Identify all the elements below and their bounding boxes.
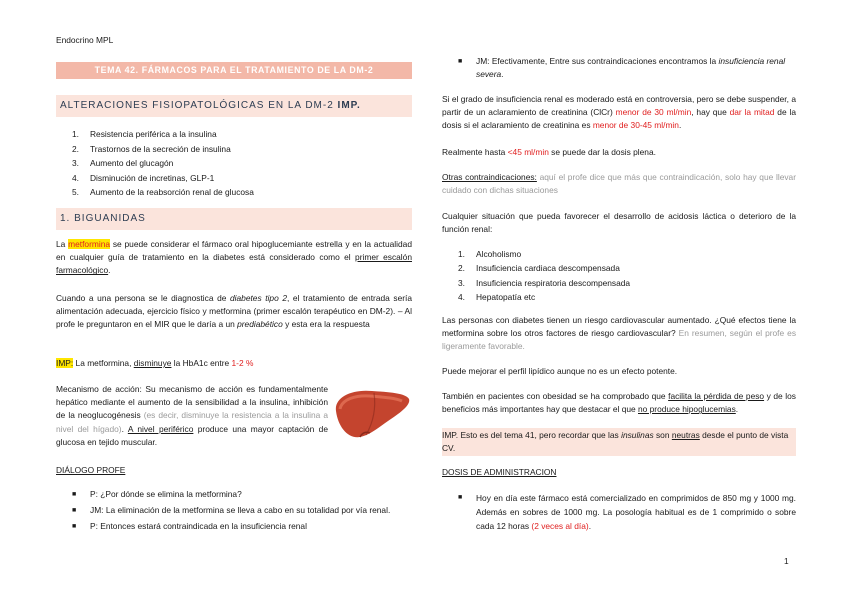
obesidad-paragraph: También en pacientes con obesidad se ha comprobado que facilita la pérdida de peso y de los beneficios más importantes hay que destacar el que no produce hipoglucemias. [442,391,796,415]
metformina-highlight: metformina [68,239,111,249]
topic-title-bar: TEMA 42. FÁRMACOS PARA EL TRATAMIENTO DE LA DM-2 [56,62,412,79]
list-item: 2. Trastornos de la secreción de insulina [72,143,231,154]
list-item: 1. Alcoholismo [458,249,522,259]
perfil-lipidico-paragraph: Puede mejorar el perfil lipídico aunque no es un efecto potente. [442,366,678,376]
list-item: 1. Resistencia periférica a la insulina [72,129,217,139]
dialogo-heading: DIÁLOGO PROFE [56,465,126,475]
imp-insulinas-box: IMP. Esto es del tema 41, pero recordar que las insulinas son neutras desde el punto de vista CV. [442,428,796,456]
liver-icon [330,383,412,443]
jm-contraindicaciones [458,55,796,81]
metformina-intro-paragraph: La metformina se puede considerar el fármaco oral hipoglucemiante estrella y en la actualidad en cualquier guía de tratamiento en la diabetes está considerado como el primer escalón farmacológico. [56,239,412,276]
biguanidas-heading: 1. BIGUANIDAS [56,208,412,230]
alteraciones-heading [56,95,412,117]
list-item: ■ P: ¿Por dónde se elimina la metformina? [72,489,242,499]
alteraciones-heading-text: ALTERACIONES FISIOPATOLÓGICAS EN LA DM-2 [60,100,338,111]
alteraciones-heading-imp: IMP. [337,100,361,111]
dialogo-list [72,488,410,533]
insuficiencia-paragraph: Si el grado de insuficiencia renal es moderado está en controversia, pero se debe suspender, a partir de un aclaramiento de creatinina (ClCr) menor de 30 ml/min, hay que dar la mitad de la dosis si el aclaramiento de creatinina es menor de 30-45 ml/min. [442,94,796,131]
imp-hba1c-paragraph: IMP: La metformina, disminuye la HbA1c entre 1-2 % [56,358,254,368]
mecanismo-paragraph: Mecanismo de acción: Su mecanismo de acción es fundamentalmente hepático mediante el aumento de la sensibilidad a la insulina, inhibición de la neoglucogénesis (es decir, disminuye la resistencia a la insulina a nivel del hígado). A nivel periférico produce una mayor captación de glucosa en tejido muscular. [56,384,328,447]
list-item: 5. Aumento de la reabsorción renal de glucosa [72,187,254,197]
list-item: 2. Insuficiencia cardiaca descompensada [458,263,620,274]
list-item: ■ Hoy en día este fármaco está comercializado en comprimidos de 850 mg y 1000 mg. Además en sobres de 1000 mg. La posología habitual es de 1 comprimido o sobre cada 12 horas (2 veces al día). [458,493,796,531]
acidosis-list [458,247,788,304]
riesgo-cv-paragraph: Las personas con diabetes tienen un riesgo cardiovascular aumentado. ¿Qué efectos tiene la metformina sobre los otros factores de riesgo cardiovascular? En resumen, según el profe es ligeramente favorable. [442,315,797,352]
dosis-heading: DOSIS DE ADMINISTRACION [442,467,557,477]
acidosis-paragraph: Cualquier situación que pueda favorecer el desarrollo de acidosis láctica o deterioro de la función renal: [442,211,796,235]
dosis-list [458,491,796,533]
imp-label: IMP: [56,358,74,368]
list-item: ■ JM: La eliminación de la metformina se lleva a cabo en su totalidad por vía renal. [72,505,391,515]
document-header: Endocrino MPL [56,35,114,45]
list-item: 4. Disminución de incretinas, GLP-1 [72,172,215,183]
list-item: ■ P: Entonces estará contraindicada en la insuficiencia renal [72,521,307,531]
list-item: 4. Hepatopatía etc [458,291,536,302]
list-item: 3. Aumento del glucagón [72,158,174,168]
diagnosis-paragraph: Cuando a una persona se le diagnostica de diabetes tipo 2, el tratamiento de entrada sería alimentación adecuada, ejercicio físico y metformina (primer escalón terapéutico en DM-2). – Al profe le preguntaron en el MIR que le daría a un prediabético y esta era la respuesta [56,293,412,330]
page-number: 1 [784,556,789,566]
dosis-plena-paragraph: Realmente hasta <45 ml/min se puede dar la dosis plena. [442,147,656,157]
alteraciones-list [72,127,402,200]
list-item: 3. Insuficiencia respiratoria descompensada [458,277,631,288]
otras-contraindicaciones-paragraph: Otras contraindicaciones: aquí el profe dice que más que contraindicación, solo hay que llevar cuidado con dichas situaciones [442,172,796,196]
list-item: ■ JM: Efectivamente, Entre sus contraindicaciones encontramos la insuficiencia renal severa. [458,56,786,80]
